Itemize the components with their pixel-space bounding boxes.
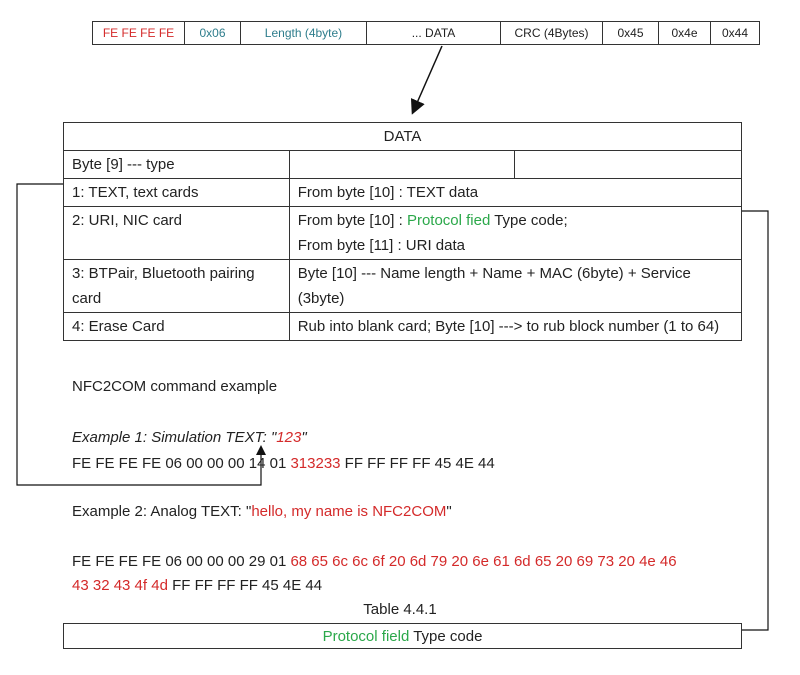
example1-label-text: Example 1: Simulation TEXT: " bbox=[72, 429, 277, 446]
type-erase-cell: 4: Erase Card bbox=[64, 313, 290, 341]
frame-cell-header: FE FE FE FE bbox=[93, 22, 185, 44]
example2-hex-suffix: FF FF FF FF 45 4E 44 bbox=[167, 577, 323, 594]
frame-cell-command: 0x06 bbox=[185, 22, 241, 44]
example2-value: hello, my name is NFC2COM bbox=[251, 503, 447, 520]
example1-hex-prefix: FE FE FE FE 06 00 00 00 14 01 bbox=[72, 455, 291, 472]
example1-value: 123 bbox=[276, 429, 302, 446]
frame-cell-end3: 0x44 bbox=[721, 26, 749, 40]
example1-hex bbox=[72, 454, 495, 474]
empty-cell bbox=[289, 151, 515, 179]
protocol-table-green: Protocol field bbox=[322, 627, 410, 645]
frame-cell-crc: CRC (4Bytes) bbox=[501, 22, 603, 44]
example2-hex-prefix: FE FE FE FE 06 00 00 00 29 01 bbox=[72, 553, 291, 570]
example2-label-text: Example 2: Analog TEXT: " bbox=[72, 503, 252, 520]
example1-hex-suffix: FF FF FF FF 45 4E 44 bbox=[340, 455, 495, 472]
data-arrow bbox=[413, 46, 442, 112]
type-btpair-desc: Byte [10] --- Name length + Name + MAC (6byte) + Service (3byte) bbox=[289, 260, 741, 313]
uri-desc-line2: From byte [11] : URI data bbox=[297, 237, 466, 254]
example1-hex-data: 313233 bbox=[290, 455, 341, 472]
protocol-table-rest: Type code bbox=[409, 627, 483, 645]
example2-hex-data-line1: 68 65 6c 6c 6f 20 6d 79 20 6e 61 6d 65 20 69 73 20 4e 46 bbox=[290, 553, 677, 570]
type-uri-desc bbox=[289, 207, 741, 260]
uri-desc-suffix: Type code; bbox=[490, 212, 568, 229]
protocol-field-table bbox=[63, 623, 742, 649]
type-erase-desc: Rub into blank card; Byte [10] ---> to rub block number (1 to 64) bbox=[289, 313, 741, 341]
type-uri-cell: 2: URI, NIC card bbox=[64, 207, 290, 260]
frame-cell-length: Length (4byte) bbox=[241, 22, 367, 44]
frame-cell-data: ... DATA bbox=[367, 22, 501, 44]
example2-label-end: " bbox=[446, 503, 452, 520]
uri-desc-prefix: From byte [10] : bbox=[297, 212, 407, 229]
example2-hex-data-line2: 43 32 43 4f 4d bbox=[72, 577, 168, 594]
example1-label-end: " bbox=[301, 429, 307, 446]
uri-row-connector bbox=[742, 211, 768, 630]
type-btpair-cell: 3: BTPair, Bluetooth pairing card bbox=[64, 260, 290, 313]
data-table bbox=[63, 122, 742, 341]
table-caption: Table 4.4.1 bbox=[363, 601, 437, 618]
example2-label bbox=[72, 502, 452, 522]
example1-label bbox=[72, 428, 307, 448]
empty-cell bbox=[515, 151, 742, 179]
type-label-cell: Byte [9] --- type bbox=[64, 151, 290, 179]
type-text-cell: 1: TEXT, text cards bbox=[64, 179, 290, 207]
data-table-title: DATA bbox=[64, 123, 742, 151]
example2-hex-line2 bbox=[72, 576, 322, 596]
protocol-field-link: Protocol fied bbox=[406, 212, 491, 229]
frame-cell-end2: 0x4e bbox=[659, 22, 711, 44]
type-text-desc: From byte [10] : TEXT data bbox=[289, 179, 741, 207]
frame-cell-end1: 0x45 bbox=[603, 22, 659, 44]
section-title: NFC2COM command example bbox=[72, 378, 278, 395]
example2-hex-line1 bbox=[72, 552, 677, 572]
